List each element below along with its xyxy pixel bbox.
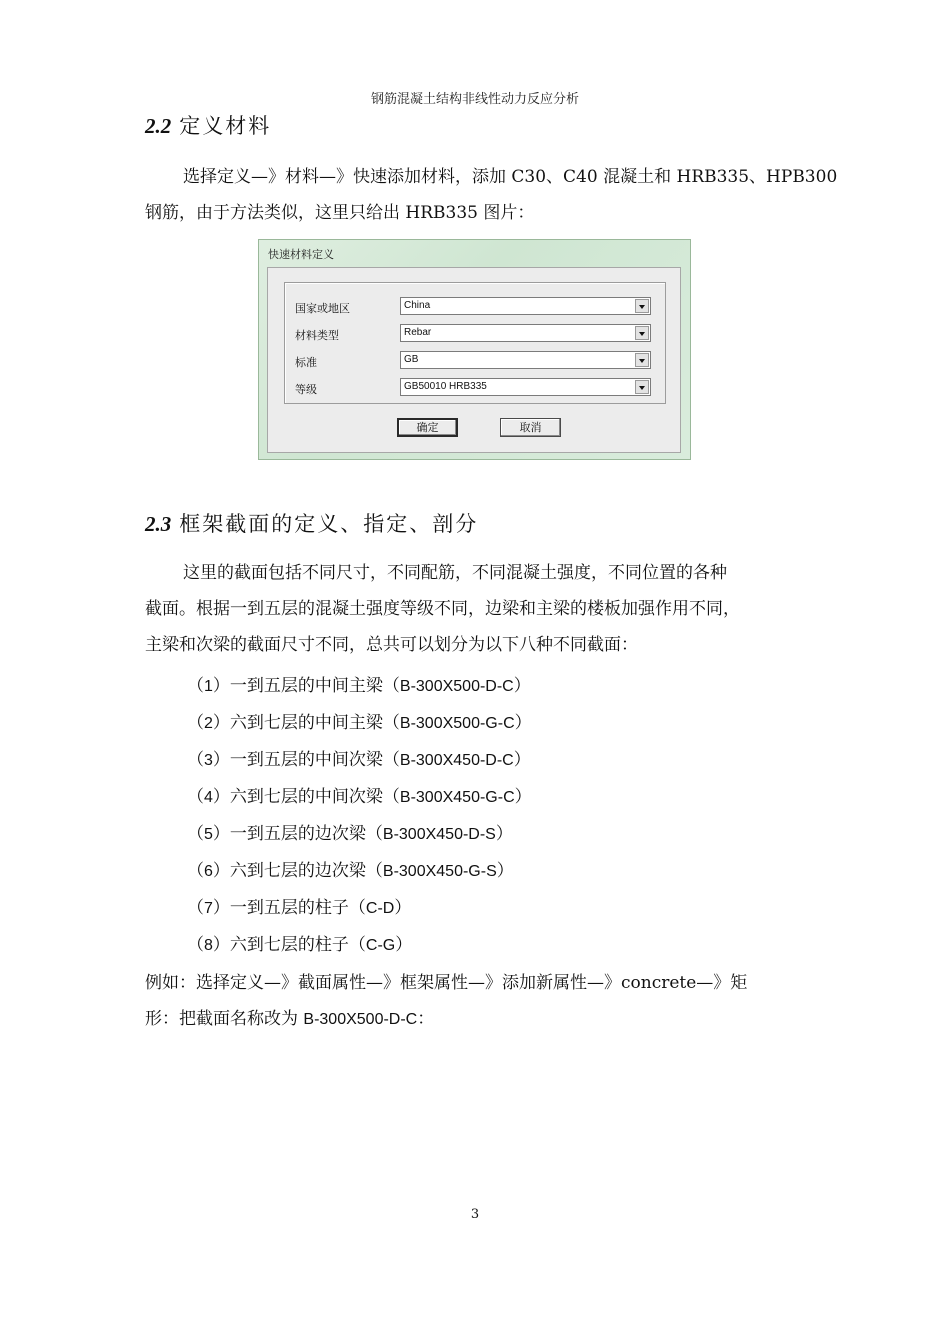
section-code: B-300X450-G-C — [399, 789, 515, 806]
list-item: （7）一到五层的柱子（C-D） — [187, 898, 412, 918]
section-title: 定义材料 — [179, 114, 272, 138]
field-label: 材料类型 — [295, 330, 339, 342]
field-value: Rebar — [404, 327, 432, 338]
paragraph-line: 截面。根据一到五层的混凝土强度等级不同，边梁和主梁的楼板加强作用不同， — [145, 599, 740, 619]
field-row-standard — [295, 351, 655, 371]
section-heading-2-3 — [145, 508, 478, 538]
cancel-button[interactable]: 取消 — [500, 418, 561, 437]
section-code: B-300X500-G-C — [399, 715, 515, 732]
chevron-down-icon[interactable] — [635, 380, 649, 394]
chevron-down-icon[interactable] — [635, 353, 649, 367]
paragraph-line: 例如：选择定义—》截面属性—》框架属性—》添加新属性—》concrete—》矩 — [145, 973, 748, 993]
list-item: （8）六到七层的柱子（C-G） — [187, 935, 413, 955]
section-code: C-G — [365, 937, 396, 954]
grade-select[interactable] — [400, 378, 651, 396]
standard-select[interactable] — [400, 351, 651, 369]
section-code: B-300X450-G-S — [382, 863, 497, 880]
section-code: B-300X450-D-C — [399, 752, 514, 769]
list-item: （5）一到五层的边次梁（B-300X450-D-S） — [187, 824, 513, 844]
paragraph-materials — [145, 159, 838, 231]
paragraph-example — [145, 965, 807, 1038]
paragraph-sections — [145, 555, 807, 663]
field-value: GB50010 HRB335 — [404, 381, 487, 392]
paragraph-line: 形：把截面名称改为 B-300X500-D-C： — [145, 1009, 435, 1029]
list-item: （2）六到七层的中间主梁（B-300X500-G-C） — [187, 713, 532, 733]
field-value: China — [404, 300, 431, 311]
field-row-region — [295, 297, 655, 317]
chevron-down-icon[interactable] — [635, 299, 649, 313]
field-label: 等级 — [295, 384, 317, 396]
section-title: 框架截面的定义、指定、剖分 — [179, 512, 479, 536]
dialog-title: 快速材料定义 — [268, 249, 334, 261]
section-type-list — [187, 668, 532, 964]
paragraph-line: 这里的截面包括不同尺寸，不同配筋，不同混凝土强度，不同位置的各种 — [183, 563, 727, 583]
field-label: 标准 — [295, 357, 317, 369]
field-value: GB — [404, 354, 419, 365]
paragraph-line: 主梁和次梁的截面尺寸不同，总共可以划分为以下八种不同截面： — [145, 635, 638, 655]
paragraph-line: 选择定义—》材料—》快速添加材料，添加 C30、C40 混凝土和 HRB335、HPB300 — [183, 167, 838, 187]
section-code: B-300X500-D-C — [399, 678, 514, 695]
ok-button[interactable]: 确定 — [397, 418, 458, 437]
section-code: B-300X500-D-C — [303, 1011, 418, 1028]
material-type-select[interactable] — [400, 324, 651, 342]
section-code: B-300X450-D-S — [382, 826, 496, 843]
field-row-material-type — [295, 324, 655, 344]
list-item: （6）六到七层的边次梁（B-300X450-G-S） — [187, 861, 514, 881]
section-number: 2.2 — [145, 114, 172, 138]
section-heading-2-2 — [145, 110, 271, 140]
section-number: 2.3 — [145, 512, 172, 536]
list-item: （3）一到五层的中间次梁（B-300X450-D-C） — [187, 750, 531, 770]
field-row-grade — [295, 378, 655, 398]
chevron-down-icon[interactable] — [635, 326, 649, 340]
page-number: 3 — [470, 1207, 480, 1222]
running-header: 钢筋混凝土结构非线性动力反应分析 — [370, 92, 579, 107]
section-code: C-D — [365, 900, 395, 917]
region-select[interactable] — [400, 297, 651, 315]
list-item: （1）一到五层的中间主梁（B-300X500-D-C） — [187, 676, 531, 696]
dialog-body — [267, 267, 681, 453]
paragraph-line: 钢筋，由于方法类似，这里只给出 HRB335 图片： — [145, 203, 535, 223]
list-item: （4）六到七层的中间次梁（B-300X450-G-C） — [187, 787, 532, 807]
quick-material-dialog — [258, 239, 691, 460]
material-group-box — [284, 282, 666, 404]
field-label: 国家或地区 — [295, 303, 350, 315]
